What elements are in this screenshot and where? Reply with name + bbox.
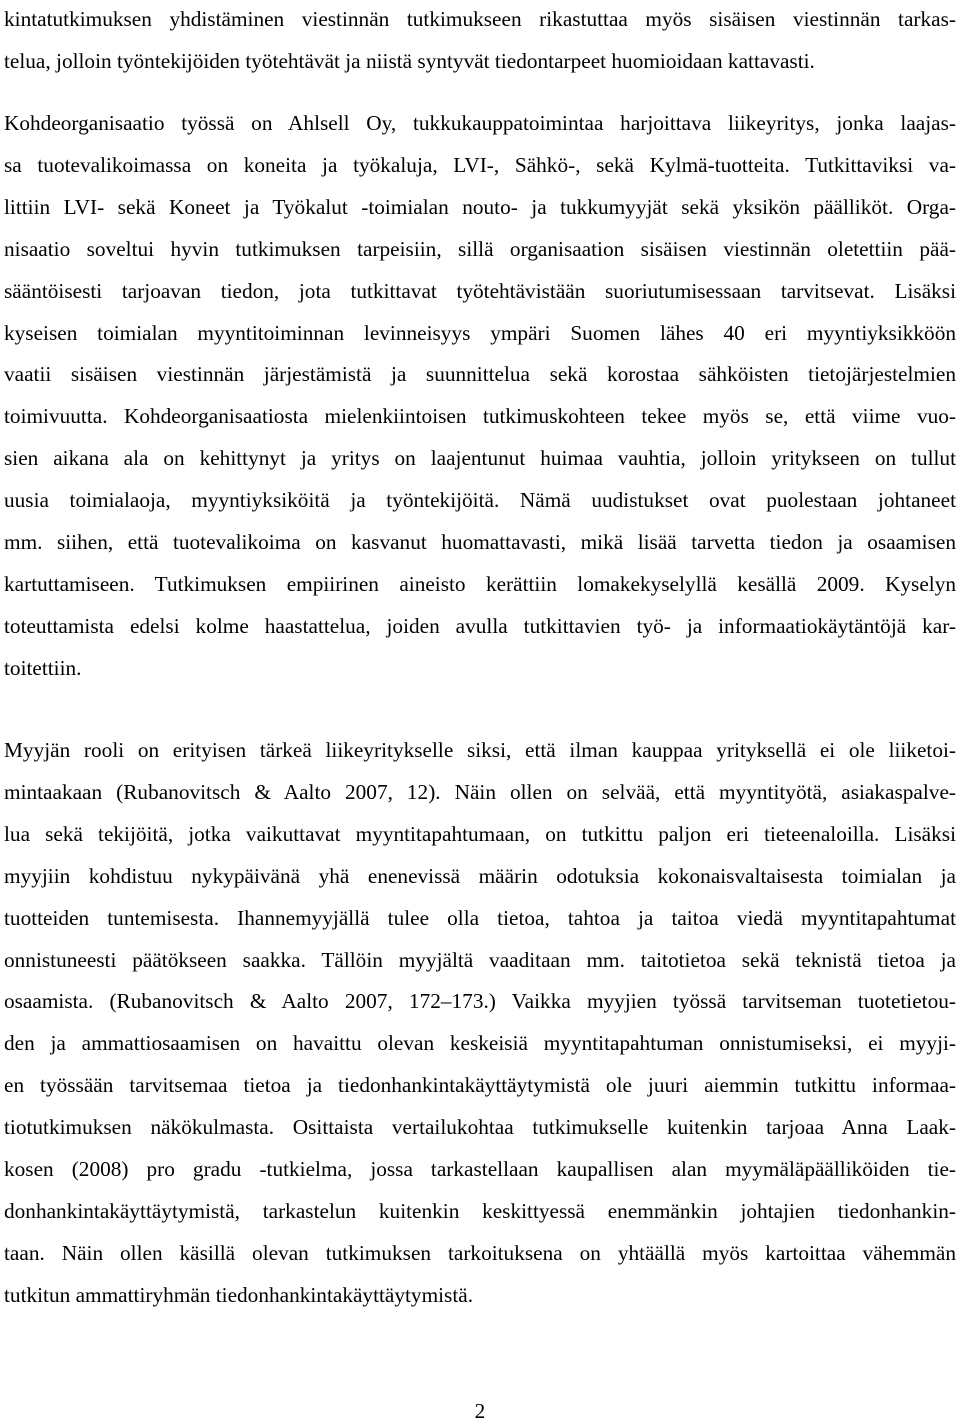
text-line: lua sekä tekijöitä, jotka vaikuttavat myyntitapahtumaan, on tutkittu paljon eri tieteenaloilla. Lisäksi (4, 821, 956, 846)
text-line: Myyjän rooli on erityisen tärkeä liikeyritykselle siksi, että ilman kauppaa yrityksellä ei ole liiketoi- (4, 738, 956, 762)
text-line: mintaakaan (Rubanovitsch & Aalto 2007, 12). Näin ollen on selvää, että myyntityötä, asiakaspalve- (4, 779, 956, 804)
text-line: myyjiin kohdistuu nykypäivänä yhä enenevissä määrin odotuksia kokonaisvaltaisesta toimialan ja (4, 863, 956, 888)
text-line: tiotutkimuksen näkökulmasta. Osittaista vertailukohtaa tutkimukselle kuitenkin tarjoaa Anna Laak- (4, 1115, 956, 1140)
text-line: kartuttamiseen. Tutkimuksen empiirinen aineisto kerättiin lomakekyselyllä kesällä 2009. Kyselyn (4, 571, 956, 596)
text-line: kosen (2008) pro gradu -tutkielma, jossa tarkastellaan kaupallisen alan myymäläpäälliköiden tie- (4, 1157, 956, 1182)
text-line: sa tuotevalikoimassa on koneita ja työkaluja, LVI-, Sähkö-, sekä Kylmä-tuotteita. Tutkittaviksi va- (4, 152, 956, 177)
text-line: sien aikana ala on kehittynyt ja yritys on laajentunut huimaa vauhtia, jolloin yritykseen on tullut (4, 446, 956, 471)
text-line: nisaatio soveltui hyvin tutkimuksen tarpeisiin, sillä organisaation sisäisen viestinnän oletettiin pää- (4, 236, 956, 261)
text-line: mm. siihen, että tuotevalikoima on kasvanut huomattavasti, mikä lisää tarvetta tiedon ja osaamisen (4, 530, 956, 555)
paragraph-target-organisation (4, 103, 956, 690)
text-line: toimivuutta. Kohdeorganisaatiosta mielenkiintoisen tutkimuskohteen tekee myös se, että viime vuo- (4, 404, 956, 429)
text-line: uusia toimialaoja, myyntiyksiköitä ja työntekijöitä. Nämä uudistukset ovat puolestaan johtaneet (4, 488, 956, 513)
text-line: tuotteiden tuntemisesta. Ihannemyyjällä tulee olla tietoa, tahtoa ja taitoa viedä myyntitapahtumat (4, 905, 956, 930)
text-line: donhankintakäyttäytymistä, tarkastelun kuitenkin keskittyessä enemmänkin johtajien tiedonhankin- (4, 1198, 956, 1223)
text-line: vaatii sisäisen viestinnän järjestämistä ja suunnittelua sekä korostaa sähköisten tietojärjestelmien (4, 362, 956, 387)
text-line: kyseisen toimialan myyntitoiminnan levinneisyys ympäri Suomen lähes 40 eri myyntiyksikköön (4, 320, 956, 345)
text-line: toitettiin. (4, 655, 82, 680)
text-line: taan. Näin ollen käsillä olevan tutkimuksen tarkoituksena on yhtäällä myös kartoittaa vähemmän (4, 1240, 956, 1265)
text-line: sääntöisesti tarjoavan tiedon, jota tutkittavat työtehtävistään suoriutumisessaan tarvitsevat. Lisäksi (4, 278, 956, 303)
text-line: den ja ammattiosaamisen on havaittu olevan keskeisiä myyntitapahtuman onnistumiseksi, ei myyji- (4, 1031, 956, 1056)
text-line: osaamista. (Rubanovitsch & Aalto 2007, 172–173.) Vaikka myyjien työssä tarvitseman tuotetietou- (4, 989, 956, 1014)
page-number: 2 (474, 1399, 486, 1423)
text-line: onnistuneesti päätökseen saakka. Tällöin myyjältä vaaditaan mm. taitotietoa sekä teknistä tietoa ja (4, 947, 956, 972)
paragraph-intro-continuation (4, 0, 956, 83)
text-line: littiin LVI- sekä Koneet ja Työkalut -toimialan nouto- ja tukkumyyjät sekä yksikön päälliköt. Orga- (4, 194, 956, 219)
text-line: toteuttamista edelsi kolme haastattelua, joiden avulla tutkittavien työ- ja informaatiokäytäntöjä kar- (4, 613, 956, 638)
text-line: tutkitun ammattiryhmän tiedonhankintakäyttäytymistä. (4, 1282, 474, 1307)
text-line: en työssään tarvitsemaa tietoa ja tiedonhankintakäyttäytymistä ole juuri aiemmin tutkittu informaa- (4, 1073, 956, 1098)
text-line: kintatutkimuksen yhdistäminen viestinnän tutkimukseen rikastuttaa myös sisäisen viestinnän tarkas- (4, 7, 956, 31)
text-line: telua, jolloin työntekijöiden työtehtävät ja niistä syntyvät tiedontarpeet huomioidaan kattavasti. (4, 48, 815, 73)
paragraph-salesperson-role (4, 730, 956, 1317)
text-line: Kohdeorganisaatio työssä on Ahlsell Oy, tukkukauppatoimintaa harjoittava liikeyritys, jonka laajas- (4, 111, 956, 135)
